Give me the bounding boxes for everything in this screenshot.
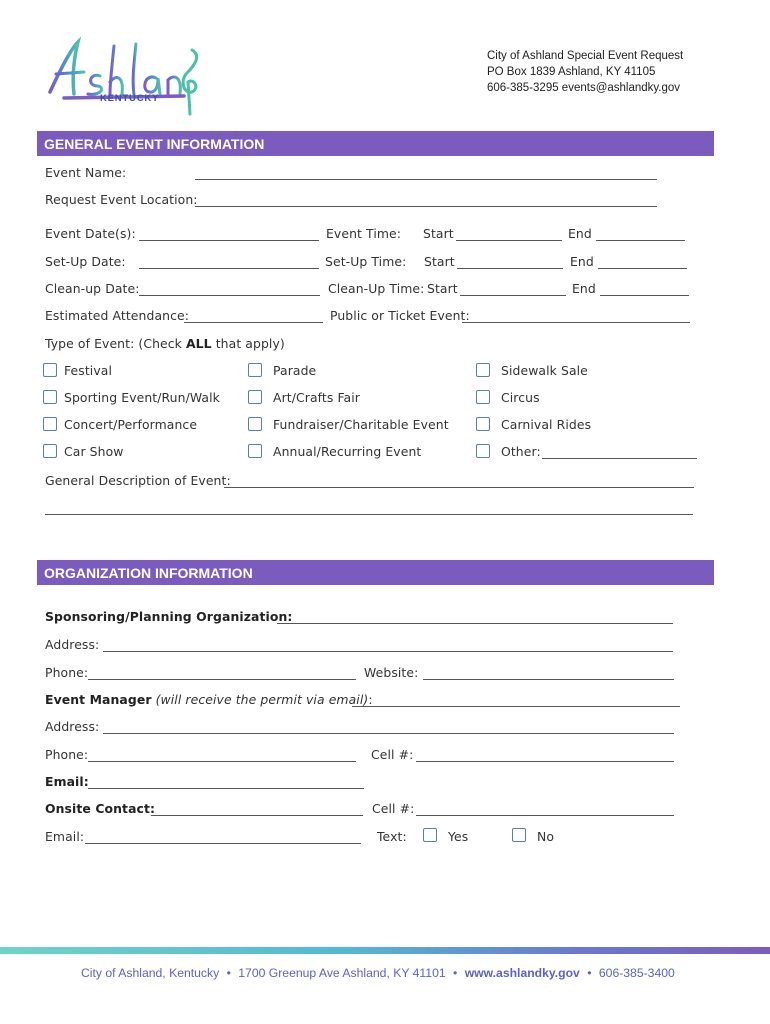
address-line-3: 606-385-3295 events@ashlandky.gov — [487, 82, 681, 94]
onsite-email-field[interactable] — [85, 832, 361, 844]
text-yes-label: Yes — [448, 829, 469, 844]
fundraiser-label: Fundraiser/Charitable Event — [273, 417, 449, 432]
setup-start-label: Start — [424, 254, 455, 269]
carnival-checkbox[interactable] — [476, 417, 490, 431]
org-phone-field[interactable] — [88, 668, 356, 680]
event-dates-label: Event Date(s): — [45, 226, 136, 241]
concert-checkbox[interactable] — [43, 417, 57, 431]
car-show-checkbox[interactable] — [43, 444, 57, 458]
footer-gradient-bar — [0, 947, 770, 954]
manager-note: (will receive the permit via email) — [151, 692, 369, 707]
organization-section-heading: ORGANIZATION INFORMATION — [37, 560, 714, 585]
ashland-logo — [44, 36, 204, 116]
public-ticket-field[interactable] — [462, 311, 690, 323]
type-all: ALL — [185, 336, 212, 351]
event-end-label: End — [568, 226, 592, 241]
event-name-label: Event Name: — [45, 165, 127, 180]
sporting-label: Sporting Event/Run/Walk — [64, 390, 220, 405]
onsite-email-label: Email: — [45, 829, 85, 844]
carnival-label: Carnival Rides — [501, 417, 592, 432]
cleanup-end-label: End — [572, 281, 596, 296]
onsite-cell-field[interactable] — [416, 804, 674, 816]
description-label: General Description of Event: — [45, 473, 231, 488]
other-checkbox[interactable] — [476, 444, 490, 458]
logo-state-text: KENTUCKY — [100, 93, 160, 104]
cleanup-date-label: Clean-up Date: — [45, 281, 140, 296]
attendance-label: Estimated Attendance: — [45, 308, 190, 323]
sporting-checkbox[interactable] — [43, 390, 57, 404]
other-label: Other: — [501, 444, 541, 459]
type-of-event-label — [45, 336, 285, 351]
setup-end-label: End — [570, 254, 594, 269]
sponsoring-label: Sponsoring/Planning Organization: — [45, 609, 293, 624]
setup-start-field[interactable] — [457, 257, 563, 269]
manager-bold: Event Manager — [45, 692, 152, 707]
event-manager-field[interactable] — [352, 695, 680, 707]
footer-separator-2: • — [453, 966, 458, 980]
fundraiser-checkbox[interactable] — [248, 417, 262, 431]
setup-date-label: Set-Up Date: — [45, 254, 126, 269]
art-crafts-label: Art/Crafts Fair — [273, 390, 360, 405]
org-address-label: Address: — [45, 637, 100, 652]
other-field[interactable] — [542, 447, 697, 459]
text-yes-checkbox[interactable] — [423, 828, 437, 842]
car-show-label: Car Show — [64, 444, 124, 459]
location-label: Request Event Location: — [45, 192, 198, 207]
onsite-contact-field[interactable] — [151, 804, 363, 816]
event-name-field[interactable] — [195, 168, 657, 180]
footer-website-link[interactable]: www.ashlandky.gov — [464, 966, 580, 980]
cleanup-date-field[interactable] — [139, 284, 320, 296]
event-dates-field[interactable] — [139, 229, 319, 241]
event-manager-label — [45, 692, 373, 707]
parade-label: Parade — [273, 363, 317, 378]
onsite-contact-label: Onsite Contact: — [45, 801, 156, 816]
annual-checkbox[interactable] — [248, 444, 262, 458]
text-no-label: No — [537, 829, 555, 844]
public-ticket-label: Public or Ticket Event: — [330, 308, 470, 323]
footer-city: City of Ashland, Kentucky — [81, 966, 220, 980]
manager-address-label: Address: — [45, 719, 100, 734]
manager-cell-field[interactable] — [416, 750, 674, 762]
onsite-cell-label: Cell #: — [372, 801, 415, 816]
cleanup-end-field[interactable] — [600, 284, 689, 296]
text-label: Text: — [377, 829, 407, 844]
footer-separator-1: • — [226, 966, 231, 980]
website-field[interactable] — [423, 668, 674, 680]
festival-checkbox[interactable] — [43, 363, 57, 377]
logo-graphic — [44, 36, 204, 116]
cleanup-time-label: Clean-Up Time: — [328, 281, 425, 296]
type-suffix: that apply) — [211, 336, 285, 351]
concert-label: Concert/Performance — [64, 417, 198, 432]
sidewalk-sale-label: Sidewalk Sale — [501, 363, 588, 378]
manager-email-label: Email: — [45, 774, 89, 789]
footer-phone: 606-385-3400 — [598, 966, 675, 980]
manager-colon: : — [368, 692, 373, 707]
type-prefix: Type of Event: (Check — [45, 336, 186, 351]
setup-date-field[interactable] — [139, 257, 319, 269]
header-address — [487, 48, 683, 96]
event-start-field[interactable] — [456, 229, 562, 241]
manager-address-field[interactable] — [103, 722, 674, 734]
setup-end-field[interactable] — [598, 257, 687, 269]
manager-phone-field[interactable] — [88, 750, 356, 762]
footer-address: 1700 Greenup Ave Ashland, KY 41101 — [238, 966, 446, 980]
event-time-label: Event Time: — [326, 226, 402, 241]
text-no-checkbox[interactable] — [512, 828, 526, 842]
org-phone-label: Phone: — [45, 665, 89, 680]
website-label: Website: — [364, 665, 419, 680]
cleanup-start-label: Start — [427, 281, 458, 296]
setup-time-label: Set-Up Time: — [325, 254, 407, 269]
sidewalk-sale-checkbox[interactable] — [476, 363, 490, 377]
circus-checkbox[interactable] — [476, 390, 490, 404]
description-field-2[interactable] — [45, 503, 693, 515]
footer-separator-3: • — [587, 966, 592, 980]
event-end-field[interactable] — [596, 229, 685, 241]
manager-phone-label: Phone: — [45, 747, 89, 762]
address-line-2: PO Box 1839 Ashland, KY 41105 — [487, 66, 656, 78]
general-section-heading: GENERAL EVENT INFORMATION — [37, 131, 714, 156]
art-crafts-checkbox[interactable] — [248, 390, 262, 404]
festival-label: Festival — [64, 363, 112, 378]
circus-label: Circus — [501, 390, 540, 405]
manager-email-field[interactable] — [88, 777, 364, 789]
footer — [81, 966, 675, 980]
event-start-label: Start — [423, 226, 454, 241]
location-field[interactable] — [195, 195, 657, 207]
description-field-1[interactable] — [224, 476, 694, 488]
annual-label: Annual/Recurring Event — [273, 444, 422, 459]
address-line-1: City of Ashland Special Event Request — [487, 50, 684, 62]
manager-cell-label: Cell #: — [371, 747, 414, 762]
org-address-field[interactable] — [103, 640, 673, 652]
parade-checkbox[interactable] — [248, 363, 262, 377]
cleanup-start-field[interactable] — [460, 284, 566, 296]
attendance-field[interactable] — [184, 311, 323, 323]
sponsoring-field[interactable] — [277, 612, 673, 624]
